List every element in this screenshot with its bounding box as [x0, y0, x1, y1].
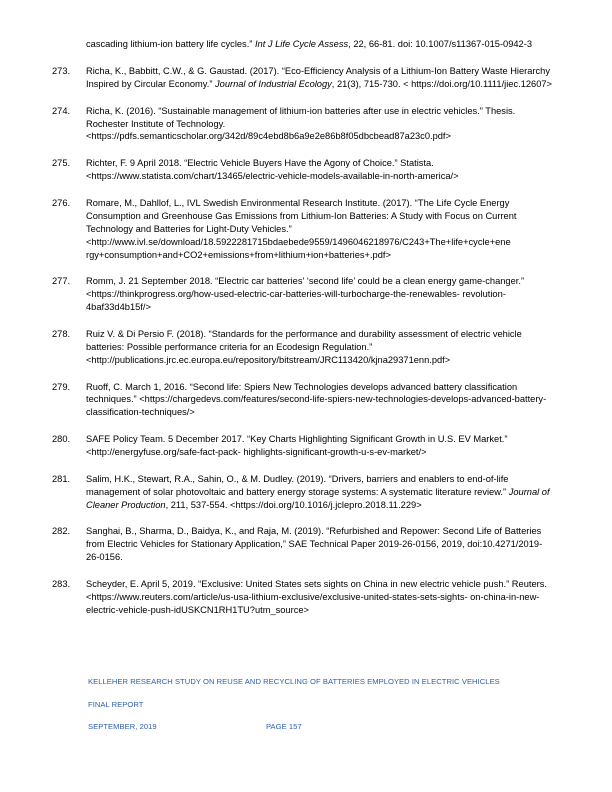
footer-date-page [88, 722, 508, 731]
footer-study-title: KELLEHER RESEARCH STUDY ON REUSE AND RECYCLING OF BATTERIES EMPLOYED IN ELECTRIC VEHICLES [88, 677, 500, 686]
reference-citation: Salim, H.K., Stewart, R.A., Sahin, O., & M. Dudley. (2019). “Drivers, barriers and enablers to end-of-life management of solar photovoltaic and battery energy storage systems: A systematic literature review.” [86, 473, 509, 497]
continuation-text: cascading lithium-ion battery life cycles.” [86, 39, 255, 49]
reference-text [86, 433, 552, 459]
reference-citation: Richter, F. 9 April 2018. “Electric Vehicle Buyers Have the Agony of Choice.” Statista. <https://www.statista.com/chart/13465/electric-vehicle-models-available-in-north-america/> [86, 158, 459, 182]
reference-item [52, 197, 552, 262]
reference-journal: Journal of Industrial Ecology [215, 78, 332, 89]
reference-number: 281. [52, 473, 71, 484]
reference-number: 277. [52, 276, 71, 287]
reference-text [86, 578, 552, 617]
footer-report-label: FINAL REPORT [88, 700, 144, 709]
reference-text [86, 525, 552, 564]
reference-number: 274. [52, 105, 71, 116]
reference-item [52, 525, 552, 564]
reference-text [86, 328, 552, 367]
reference-text [86, 105, 552, 144]
reference-item [52, 275, 552, 314]
reference-number: 283. [52, 579, 71, 590]
reference-number: 278. [52, 328, 71, 339]
reference-number: 279. [52, 381, 71, 392]
reference-details: , 211, 537-554. <https://doi.org/10.1016/j.jclepro.2018.11.229> [165, 499, 422, 510]
reference-citation: Richa, K., Babbitt, C.W., & G. Gaustad. (2017). “Eco-Efficiency Analysis of a Lithium-Ion Battery Waste Hierarchy Inspired by Circular Economy.” [86, 65, 550, 89]
reference-item [52, 157, 552, 183]
reference-text [86, 381, 552, 420]
reference-text [86, 65, 552, 91]
reference-details: , 21(3), 715-730. < https://doi.org/10.1111/jiec.12607> [331, 78, 552, 89]
reference-citation: Romm, J. 21 September 2018. “Electric car batteries’ ‘second life’ could be a clean energy game-changer.” <https://thinkprogress.org/how-used-electric-car-batteries-will-turbocharge-the-renewables- revolution-4baf33d4b15f/> [86, 276, 525, 313]
reference-number: 276. [52, 197, 71, 208]
reference-item [52, 433, 552, 459]
reference-number: 280. [52, 434, 71, 445]
reference-item [52, 328, 552, 367]
reference-list [52, 38, 552, 631]
reference-citation: Ruoff, C. March 1, 2016. “Second life: Spiers New Technologies develops advanced battery classification techniques.” <https://chargedevs.com/features/second-life-spiers-new-technologies-develops-advanced-battery-classification-techniques/> [86, 381, 547, 418]
reference-journal: Journal of Cleaner Production [86, 486, 550, 510]
reference-item [52, 381, 552, 420]
reference-citation: Sanghai, B., Sharma, D., Baidya, K., and Raja, M. (2019). “Refurbished and Repower: Second Life of Batteries from Electric Vehicles for Stationary Application,” SAE Technical Paper 2019-26-0156, 2019, doi:10.4271/2019-26-0156. [86, 526, 543, 563]
reference-items [52, 65, 552, 617]
footer-page-number: PAGE 157 [266, 722, 302, 731]
reference-text [86, 473, 552, 512]
reference-item [52, 105, 552, 144]
footer-date: SEPTEMBER, 2019 [88, 722, 157, 731]
reference-item [52, 473, 552, 512]
reference-continuation [52, 38, 552, 51]
reference-citation: Scheyder, E. April 5, 2019. “Exclusive: United States sets sights on China in new electric vehicle push.” Reuters. <https://www.reuters.com/article/us-usa-lithium-exclusive/exclusive-united-states-sets-sights- on-china-in-new-electric-vehicle-push-idUSKCN1RH1TU?utm_source> [86, 579, 547, 615]
reference-number: 282. [52, 526, 71, 537]
reference-citation: Ruiz V. & Di Persio F. (2018). “Standards for the performance and durability assessment of electric vehicle batteries: Possible performance criteria for an Ecodesign Regulation.” <http://publications.jrc.ec.europa.eu/repository/bitstream/JRC113420/kjna29371enn.pdf> [86, 328, 522, 365]
reference-number: 273. [52, 65, 71, 76]
reference-item [52, 65, 552, 91]
continuation-text-end: , 22, 66-81. doi: 10.1007/s11367-015-0942-3 [348, 39, 532, 49]
reference-text [86, 197, 552, 262]
reference-text [86, 275, 552, 314]
continuation-journal: Int J Life Cycle Assess [254, 39, 349, 49]
reference-number: 275. [52, 158, 71, 169]
reference-citation: Romare, M., Dahllof, L., IVL Swedish Environmental Research Institute. (2017). “The Life Cycle Energy Consumption and Greenhouse Gas Emissions from Lithium-Ion Batteries: A Study with Focus on Current Technology and Batteries for Light-Duty Vehicles.” <http://www.ivl.se/download/18.5922281715bdaebede9559/1496046218976/C243+The+life+cycle+ene rgy+consumption+and+CO2+emissions+from+lithium+ion+batteries+.pdf> [86, 197, 517, 260]
reference-citation: Richa, K. (2016). “Sustainable management of lithium-ion batteries after use in electric vehicles.” Thesis. Rochester Institute of Technology. <https://pdfs.semanticscholar.org/342d/89c4ebd8b6a9e2e86b8f05dbcbead87a23c0.pdf> [86, 105, 516, 142]
reference-text [86, 157, 552, 183]
reference-citation: SAFE Policy Team. 5 December 2017. “Key Charts Highlighting Significant Growth in U.S. EV Market.” <http://energyfuse.org/safe-fact-pack- highlights-significant-growth-u-s-ev-market/> [86, 434, 508, 458]
reference-item [52, 578, 552, 617]
